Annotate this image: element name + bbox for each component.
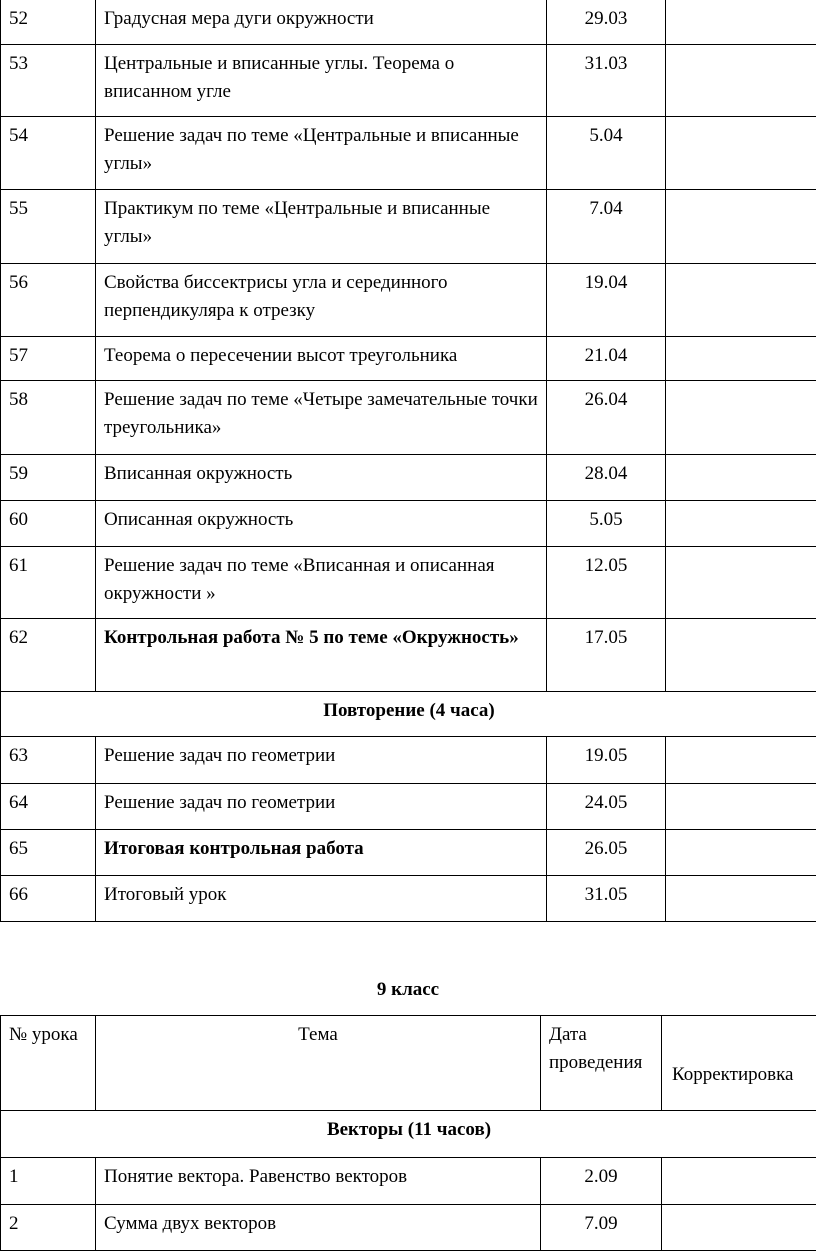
lesson-topic: Описанная окружность [96, 501, 547, 547]
lesson-number: 61 [1, 547, 96, 619]
lesson-number: 63 [1, 737, 96, 784]
lesson-number: 2 [1, 1205, 96, 1251]
lesson-date: 21.04 [547, 337, 666, 381]
lesson-number: 58 [1, 381, 96, 455]
table-row [1, 619, 816, 692]
table-row [1, 501, 816, 547]
correction-cell [666, 547, 816, 619]
header-topic: Тема [96, 1016, 541, 1111]
lesson-topic: Теорема о пересечении высот треугольника [96, 337, 547, 381]
lesson-topic: Центральные и вписанные углы. Теорема о вписанном угле [96, 45, 547, 117]
lesson-date: 26.05 [547, 830, 666, 876]
lesson-topic: Градусная мера дуги окружности [96, 0, 547, 45]
lesson-number: 65 [1, 830, 96, 876]
lesson-number: 52 [1, 0, 96, 45]
lesson-date: 5.05 [547, 501, 666, 547]
lesson-number: 57 [1, 337, 96, 381]
lesson-date: 12.05 [547, 547, 666, 619]
lesson-topic: Решение задач по теме «Вписанная и описанная окружности » [96, 547, 547, 619]
lesson-number: 64 [1, 784, 96, 830]
header-row [1, 1016, 816, 1111]
correction-cell [666, 190, 816, 264]
table-row [1, 830, 816, 876]
lesson-date: 2.09 [541, 1158, 662, 1205]
lesson-topic: Вписанная окружность [96, 455, 547, 501]
lesson-number: 62 [1, 619, 96, 692]
lesson-topic: Решение задач по геометрии [96, 784, 547, 830]
lesson-number: 53 [1, 45, 96, 117]
correction-cell [662, 1158, 816, 1205]
grade-9-heading: 9 класс [376, 979, 440, 1000]
table-row [1, 190, 816, 264]
header-date: Дата проведения [541, 1016, 662, 1111]
table-row [1, 547, 816, 619]
lesson-topic: Сумма двух векторов [96, 1205, 541, 1251]
table-row [1, 1205, 816, 1251]
correction-cell [662, 1205, 816, 1251]
lesson-topic: Практикум по теме «Центральные и вписанные углы» [96, 190, 547, 264]
lesson-date: 19.05 [547, 737, 666, 784]
table-row [1, 1158, 816, 1205]
lesson-number: 55 [1, 190, 96, 264]
lesson-date: 29.03 [547, 0, 666, 45]
correction-cell [666, 737, 816, 784]
lesson-topic: Итоговая контрольная работа [96, 830, 547, 876]
correction-cell [666, 619, 816, 692]
lesson-number: 1 [1, 1158, 96, 1205]
table-row [1, 117, 816, 190]
lesson-date: 26.04 [547, 381, 666, 455]
table-row [1, 381, 816, 455]
table-row [1, 337, 816, 381]
lesson-date: 31.03 [547, 45, 666, 117]
lesson-topic: Контрольная работа № 5 по теме «Окружность» [96, 619, 547, 692]
table-row [1, 455, 816, 501]
lesson-topic: Свойства биссектрисы угла и серединного перпендикуляра к отрезку [96, 264, 547, 337]
correction-cell [666, 455, 816, 501]
section-row [1, 1111, 816, 1158]
lesson-date: 28.04 [547, 455, 666, 501]
lesson-plan-table-9 [0, 1015, 816, 1251]
table-row [1, 0, 816, 45]
correction-cell [666, 117, 816, 190]
header-lesson-number: № урока [1, 1016, 96, 1111]
correction-cell [666, 501, 816, 547]
lesson-number: 56 [1, 264, 96, 337]
lesson-topic: Решение задач по теме «Четыре замечательные точки треугольника» [96, 381, 547, 455]
lesson-topic: Понятие вектора. Равенство векторов [96, 1158, 541, 1205]
lesson-date: 19.04 [547, 264, 666, 337]
header-correction: Корректировка [662, 1016, 816, 1111]
correction-cell [666, 381, 816, 455]
correction-cell [666, 337, 816, 381]
correction-cell [666, 784, 816, 830]
lesson-number: 60 [1, 501, 96, 547]
table-row [1, 876, 816, 922]
lesson-date: 7.04 [547, 190, 666, 264]
section-title-vectors: Векторы (11 часов) [1, 1111, 816, 1158]
correction-cell [666, 264, 816, 337]
correction-cell [666, 0, 816, 45]
lesson-number: 59 [1, 455, 96, 501]
lesson-number: 54 [1, 117, 96, 190]
table-row [1, 784, 816, 830]
lesson-date: 24.05 [547, 784, 666, 830]
table-row [1, 45, 816, 117]
lesson-date: 7.09 [541, 1205, 662, 1251]
lesson-number: 66 [1, 876, 96, 922]
section-row [1, 692, 816, 737]
table-row [1, 264, 816, 337]
table-row [1, 737, 816, 784]
lesson-topic: Решение задач по теме «Центральные и вписанные углы» [96, 117, 547, 190]
correction-cell [666, 45, 816, 117]
lesson-topic: Решение задач по геометрии [96, 737, 547, 784]
correction-cell [666, 830, 816, 876]
section-title-repeat: Повторение (4 часа) [1, 692, 816, 737]
lesson-topic: Итоговый урок [96, 876, 547, 922]
lesson-date: 17.05 [547, 619, 666, 692]
lesson-date: 5.04 [547, 117, 666, 190]
lesson-date: 31.05 [547, 876, 666, 922]
correction-cell [666, 876, 816, 922]
